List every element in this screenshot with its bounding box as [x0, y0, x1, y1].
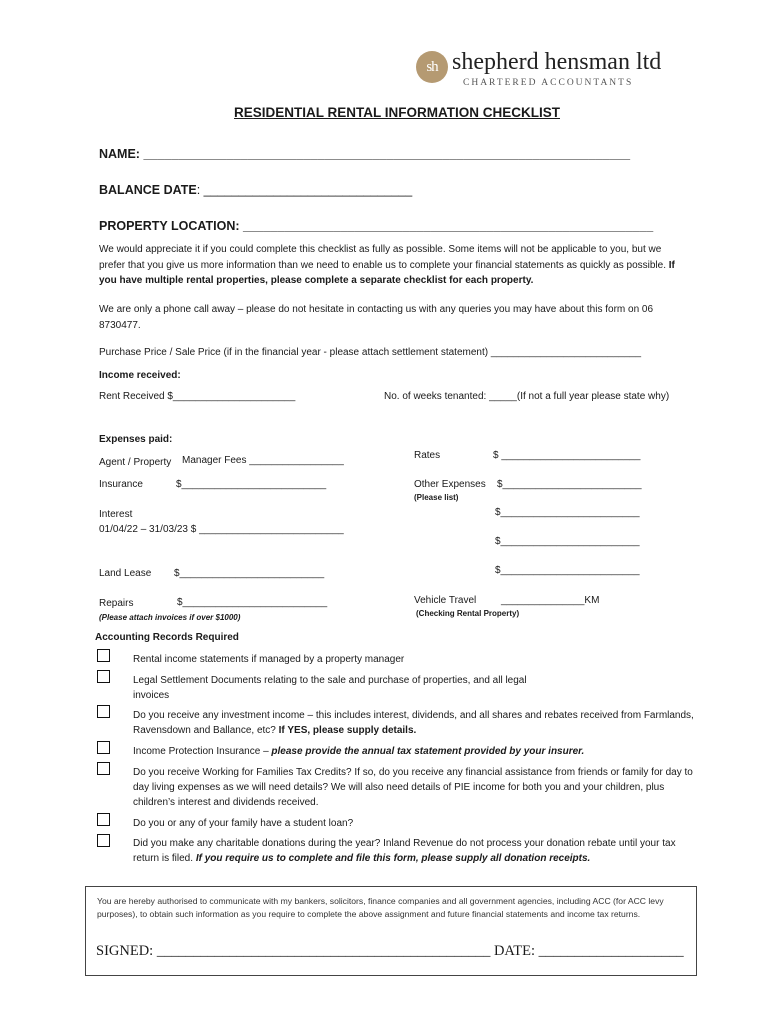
record-checkbox[interactable]	[97, 705, 110, 718]
contact-paragraph: We are only a phone call away – please do not hesitate in contacting us with any queries you may have about this form on 06 8730477.	[99, 304, 654, 331]
record-item: Legal Settlement Documents relating to the sale and purchase of properties, and all legal invoices	[133, 675, 527, 701]
record-item: Rental income statements if managed by a property manager	[133, 654, 405, 665]
repairs-note: (Please attach invoices if over $1000)	[99, 613, 241, 622]
record-item: Did you make any charitable donations during the year? Inland Revenue do not process your donation rebate until your tax return is filed. If you require us to complete and file this form, please supply all donation receipts.	[133, 838, 676, 864]
page-title: RESIDENTIAL RENTAL INFORMATION CHECKLIST	[234, 105, 560, 120]
rates-label: Rates	[414, 450, 441, 461]
vehicle-travel-field[interactable]: _______________KM	[501, 595, 600, 606]
firm-subtitle: CHARTERED ACCOUNTANTS	[463, 78, 634, 88]
other-expenses-label: Other Expenses	[414, 479, 486, 490]
repairs-label: Repairs	[99, 598, 134, 609]
other-expenses-field-2[interactable]: $_________________________	[495, 507, 640, 518]
land-lease-label: Land Lease	[99, 568, 152, 579]
vehicle-travel-label: Vehicle Travel	[414, 595, 477, 606]
intro-bold-text: If you have multiple rental properties, please complete a separate checklist for each property.	[99, 259, 675, 286]
record-checkbox[interactable]	[97, 813, 110, 826]
other-expenses-field[interactable]: $_________________________	[497, 479, 642, 490]
insurance-field[interactable]: $__________________________	[176, 479, 327, 490]
please-list-note: (Please list)	[414, 493, 459, 502]
authorisation-text: You are hereby authorised to communicate with my bankers, solicitors, finance companies and all government agencies, including ACC (for ACC levy purposes), to obtain such information as you require to complete the above assignment and future financial statements and income tax returns.	[97, 896, 664, 919]
record-checkbox[interactable]	[97, 834, 110, 847]
firm-name: shepherd hensman ltd	[452, 49, 662, 75]
balance-date-line: : ______________________________	[196, 183, 413, 197]
record-item: Do you receive Working for Families Tax Credits? If so, do you receive any financial assistance from friends or family for day to day living expenses as we will need details? We will also need details of PIE income for both you and your children, plus children’s interest and dividends received.	[133, 767, 693, 808]
purchase-price-field[interactable]: Purchase Price / Sale Price (if in the financial year - please attach settlement statement) ___________________________	[99, 347, 642, 358]
other-expenses-field-3[interactable]: $_________________________	[495, 536, 640, 547]
insurance-label: Insurance	[99, 479, 143, 490]
record-checkbox[interactable]	[97, 649, 110, 662]
property-location-field[interactable]: PROPERTY LOCATION: ___________________________________________________________	[99, 219, 654, 233]
interest-label: Interest	[99, 509, 133, 520]
intro-text: We would appreciate it if you could complete this checklist as fully as possible. Some items will not be applicable to you, but we prefer that you give us more information than we need to enable us to complete your financial statements as quickly as possible.	[99, 244, 669, 271]
records-heading: Accounting Records Required	[95, 632, 239, 643]
weeks-tenanted-field[interactable]: No. of weeks tenanted: _____(If not a full year please state why)	[384, 391, 670, 402]
logo-monogram: sh	[416, 51, 448, 83]
balance-date-label: BALANCE DATE	[99, 183, 197, 197]
intro-paragraph	[99, 242, 689, 289]
balance-date-field[interactable]	[99, 183, 412, 197]
signed-date-field[interactable]: SIGNED: ______________________________________________ DATE: ____________________	[96, 943, 684, 959]
record-checkbox[interactable]	[97, 670, 110, 683]
record-checkbox[interactable]	[97, 741, 110, 754]
rates-field[interactable]: $ _________________________	[493, 450, 641, 461]
expenses-heading: Expenses paid:	[99, 434, 173, 445]
agent-property-label: Agent / Property	[99, 457, 172, 468]
record-checkbox[interactable]	[97, 762, 110, 775]
record-item: Income Protection Insurance – please provide the annual tax statement provided by your insurer.	[133, 746, 585, 757]
interest-field[interactable]: 01/04/22 – 31/03/23 $ __________________________	[99, 524, 344, 535]
name-field[interactable]: NAME: ______________________________________________________________________	[99, 147, 631, 161]
repairs-field[interactable]: $__________________________	[177, 597, 328, 608]
vehicle-travel-note: (Checking Rental Property)	[416, 609, 520, 618]
land-lease-field[interactable]: $__________________________	[174, 568, 325, 579]
rent-received-field[interactable]: Rent Received $______________________	[99, 391, 296, 402]
income-heading: Income received:	[99, 370, 181, 381]
record-item: Do you receive any investment income – this includes interest, dividends, and all shares and rebates received from Farmlands, Ravensdown and Ballance, etc? If YES, please supply details.	[133, 710, 694, 736]
other-expenses-field-4[interactable]: $_________________________	[495, 565, 640, 576]
firm-logo	[416, 49, 706, 91]
manager-fees-field[interactable]: Manager Fees _________________	[182, 455, 344, 466]
authorisation-box	[85, 886, 697, 976]
record-item: Do you or any of your family have a student loan?	[133, 818, 354, 829]
